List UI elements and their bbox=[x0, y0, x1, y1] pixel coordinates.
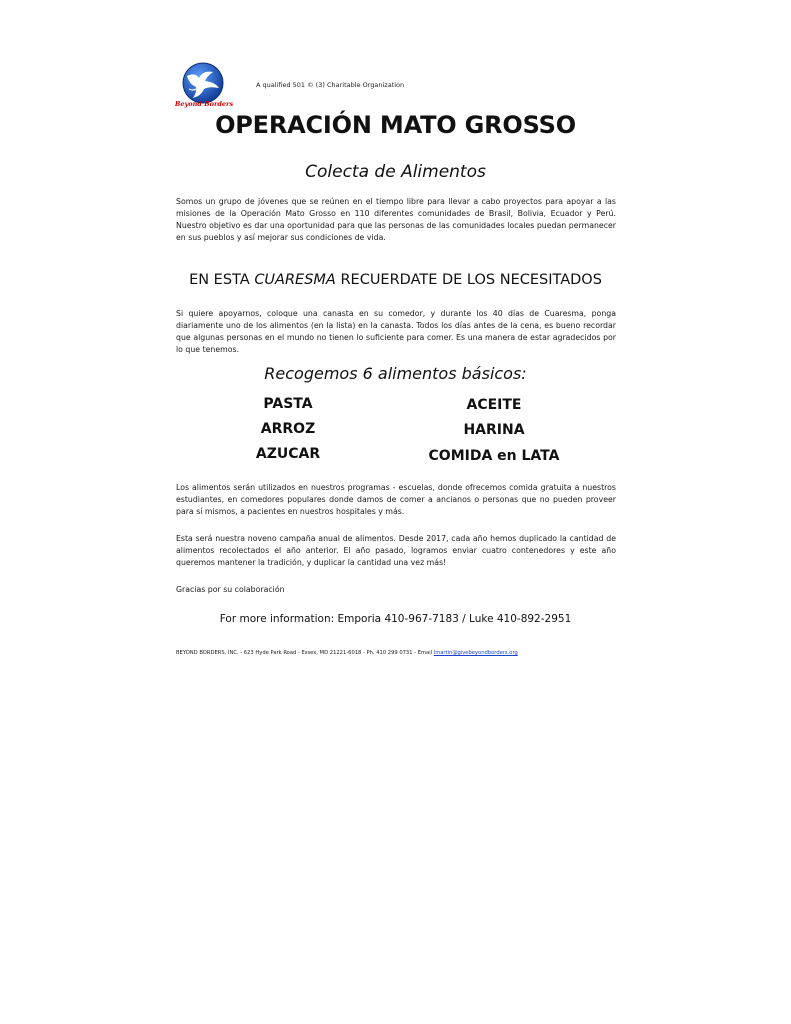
page-title: OPERACIÓN MATO GROSSO bbox=[215, 111, 576, 139]
page-subtitle: Colecta de Alimentos bbox=[305, 162, 486, 182]
logo-caption: Beyond Borders bbox=[174, 100, 234, 108]
food-item: COMIDA en LATA bbox=[428, 448, 560, 464]
intro-paragraph: Somos un grupo de jóvenes que se reúnen en el tiempo libre para llevar a cabo proyectos para apoyar a las misiones de la Operación Mato Grosso en 110 diferentes comunidades de Brasil, Bolivia, Ecuador y Perú. Nuestro objetivo es dar una oportunidad para que las personas de las comunidades locales puedan permanecer en sus pueblos y así mejorar sus condiciones de vida. bbox=[176, 197, 616, 242]
footer bbox=[176, 650, 518, 656]
footer-address: BEYOND BORDERS, INC. - 623 Hyde Park Road - Essex, MD 21221-6018 - Ph. 410 299 0731 - Email bbox=[176, 650, 434, 656]
thanks-text: Gracias por su colaboración bbox=[176, 585, 285, 594]
lent-heading-prefix: EN ESTA bbox=[189, 272, 255, 288]
lent-heading-suffix: RECUERDATE DE LOS NECESITADOS bbox=[335, 272, 602, 288]
food-item: HARINA bbox=[463, 422, 525, 438]
food-item: ACEITE bbox=[466, 397, 522, 413]
food-item: ARROZ bbox=[260, 421, 316, 437]
lent-heading bbox=[0, 272, 791, 288]
more-info: For more information: Emporia 410-967-7183 / Luke 410-892-2951 bbox=[219, 613, 572, 625]
lent-paragraph: Si quiere apoyarnos, coloque una canasta en su comedor, y durante los 40 días de Cuaresma, ponga diariamente uno de los alimentos (en la lista) en la canasta. Todos los días antes de la cena, es bueno recordar que algunas personas en el mundo no tienen lo suficiente para comer. Es una manera de estar agradecidos por lo que tenemos. bbox=[176, 309, 616, 354]
logo bbox=[177, 62, 229, 118]
foods-heading: Recogemos 6 alimentos básicos: bbox=[264, 364, 527, 383]
lent-heading-emphasis: CUARESMA bbox=[254, 272, 336, 288]
food-item: PASTA bbox=[263, 396, 313, 412]
food-item: AZUCAR bbox=[255, 446, 321, 462]
tagline: A qualified 501 © (3) Charitable Organization bbox=[256, 81, 405, 89]
footer-email-link[interactable]: lmartin@givebeyondborders.org bbox=[433, 650, 518, 656]
campaign-paragraph: Esta será nuestra noveno campaña anual de alimentos. Desde 2017, cada año hemos duplicado la cantidad de alimentos recolectados el año anterior. El año pasado, logramos enviar cuatro contenedores y este año queremos mantener la tradición, y duplicar la cantidad una vez más! bbox=[176, 534, 616, 567]
usage-paragraph: Los alimentos serán utilizados en nuestros programas - escuelas, donde ofrecemos comida gratuita a nuestros estudiantes, en comedores populares donde damos de comer a ancianos o personas que no pueden proveer para sí mismos, a pacientes en nuestros hospitales y más. bbox=[176, 483, 616, 516]
